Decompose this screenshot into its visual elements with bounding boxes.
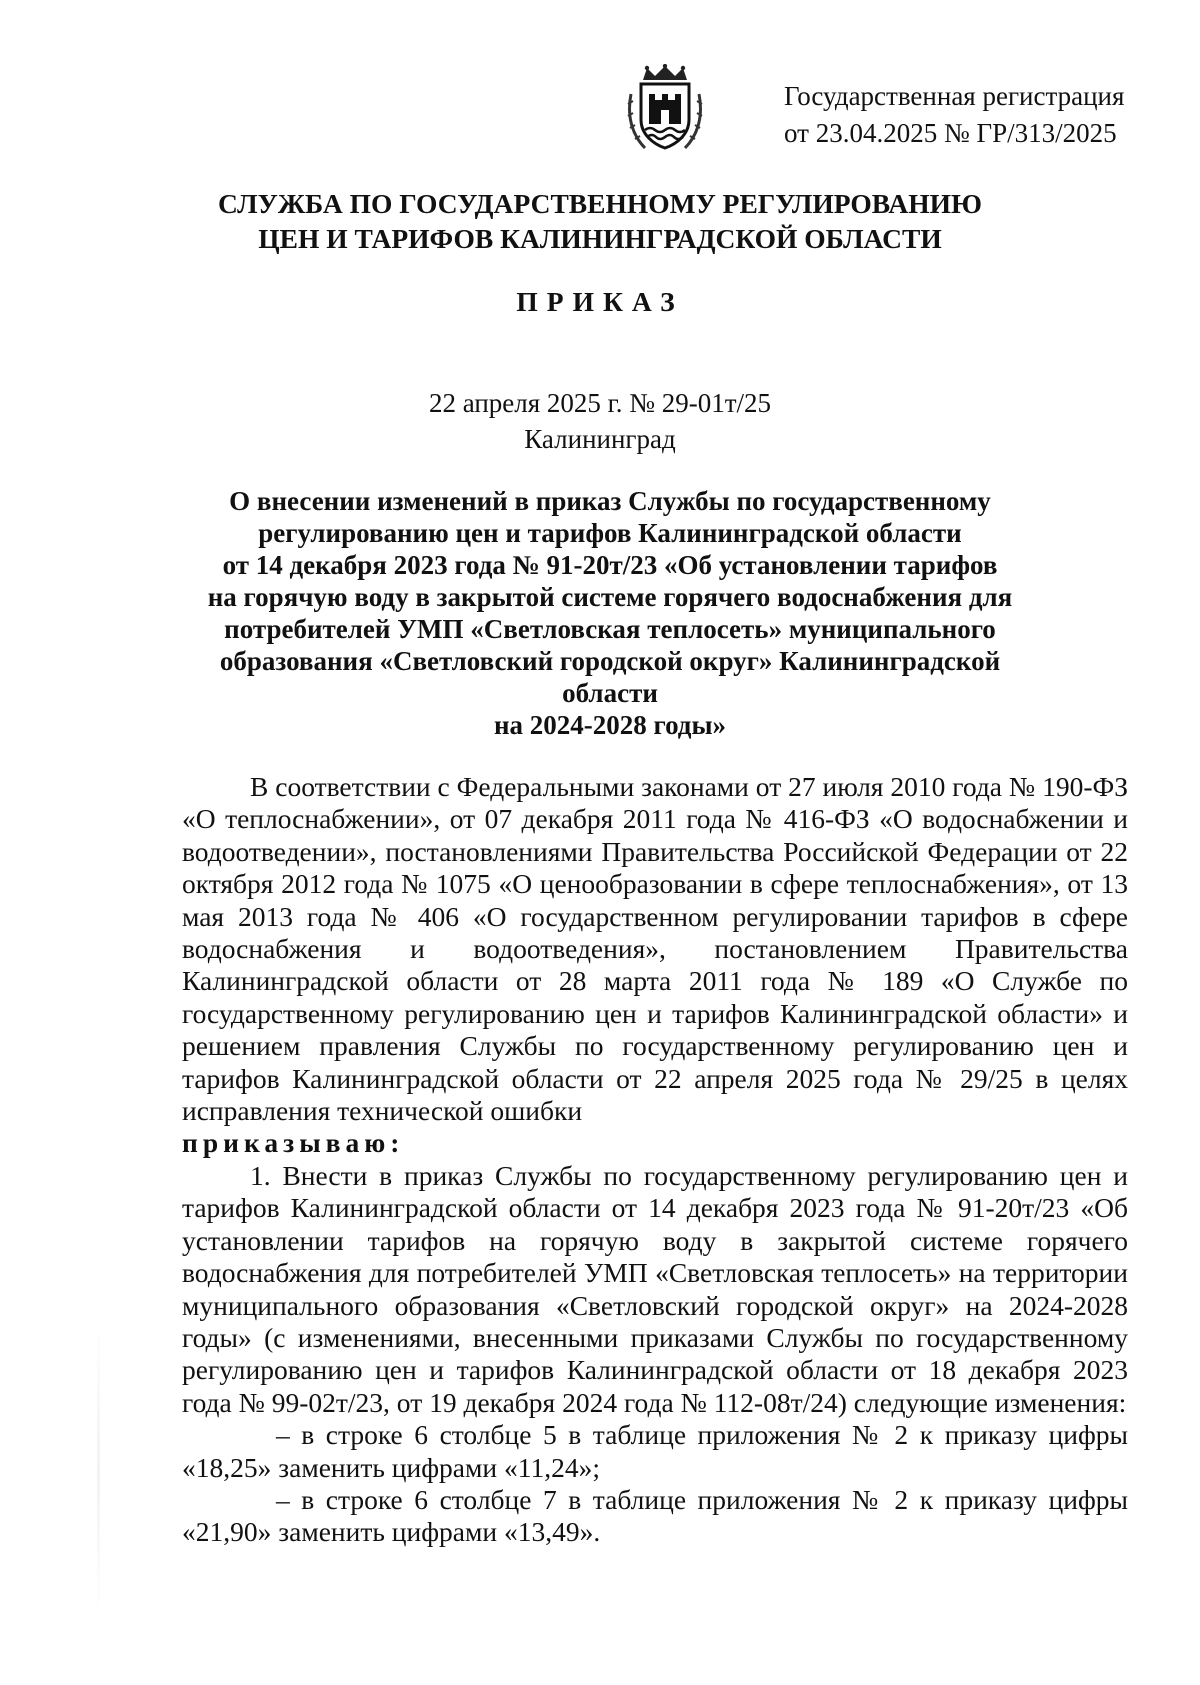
registration-number: от 23.04.2025 № ГР/313/2025 — [784, 118, 1117, 148]
change-item-2: – в строке 6 столбце 7 в таблице приложения № 2 к приказу цифры «21,90» заменить цифрами «13,49». — [182, 1483, 1128, 1548]
order-body — [182, 771, 1128, 1549]
subject-line-4: на горячую воду в закрытой системе горячего водоснабжения для — [207, 582, 1013, 612]
order-item-1: 1. Внести в приказ Службы по государственному регулированию цен и тарифов Калининградской области от 14 декабря 2023 года № 91-20т/23 «Об установлении тарифов на горячую воду в закрытой системе горячего водоснабжения для потребителей УМП «Светловская теплосеть» на территории муниципального образования «Светловский городской округ» на 2024-2028 годы» (с изменениями, внесенными приказами Службы по государственному регулированию цен и тарифов Калининградской области от 18 декабря 2023 года № 99-02т/23, от 19 декабря 2024 года № 112-08т/24) следующие изменения: — [182, 1159, 1128, 1418]
subject-line-7: на 2024-2028 годы» — [493, 710, 727, 740]
state-registration-stamp — [784, 78, 1164, 152]
subject-line-3: от 14 декабря 2023 года № 91-20т/23 «Об установлении тарифов — [222, 550, 998, 580]
agency-name-line-2: ЦЕН И ТАРИФОВ КАЛИНИНГРАДСКОЙ ОБЛАСТИ — [258, 223, 942, 254]
preamble-paragraph: В соответствии с Федеральными законами от 27 июля 2010 года № 190-ФЗ «О теплоснабжении», от 07 декабря 2011 года № 416-ФЗ «О водоснабжении и водоотведении», постановлениями Правительства Российской Федерации от 22 октября 2012 года № 1075 «О ценообразовании в сфере теплоснабжения», от 13 мая 2013 года № 406 «О государственном регулировании тарифов в сфере водоснабжения и водоотведения», постановлением Правительства Калининградской области от 28 марта 2011 года № 189 «О Службе по государственному регулированию цен и тарифов Калининградской области» и решением правления Службы по государственному регулированию цен и тарифов Калининградской области от 22 апреля 2025 года № 29/25 в целях исправления технической ошибки — [182, 771, 1128, 1127]
order-directive-word: приказываю: — [182, 1127, 405, 1159]
change-item-1: – в строке 6 столбце 5 в таблице приложения № 2 к приказу цифры «18,25» заменить цифрами «11,24»; — [182, 1419, 1128, 1483]
order-city: Калининград — [524, 424, 676, 454]
scan-artifact — [97, 1320, 100, 1620]
order-date-number: 22 апреля 2025 г. № 29-01т/25 — [428, 388, 772, 418]
subject-line-5: потребителей УМП «Светловская теплосеть» муниципального — [224, 614, 996, 644]
subject-line-1: О внесении изменений в приказ Службы по государственному — [229, 486, 991, 516]
subject-line-2: регулированию цен и тарифов Калининградской области — [258, 518, 962, 548]
kaliningrad-coat-of-arms-icon — [625, 64, 705, 152]
order-details — [0, 385, 1200, 457]
agency-name-line-1: СЛУЖБА ПО ГОСУДАРСТВЕННОМУ РЕГУЛИРОВАНИЮ — [218, 188, 982, 219]
subject-line-6: образования «Светловский городской округ» Калининградской области — [219, 646, 1001, 708]
document-type-title: ПРИКАЗ — [516, 286, 684, 317]
order-subject — [180, 485, 1040, 741]
registration-title: Государственная регистрация — [784, 81, 1125, 111]
agency-name — [0, 186, 1200, 256]
order-directive — [182, 1127, 1128, 1159]
